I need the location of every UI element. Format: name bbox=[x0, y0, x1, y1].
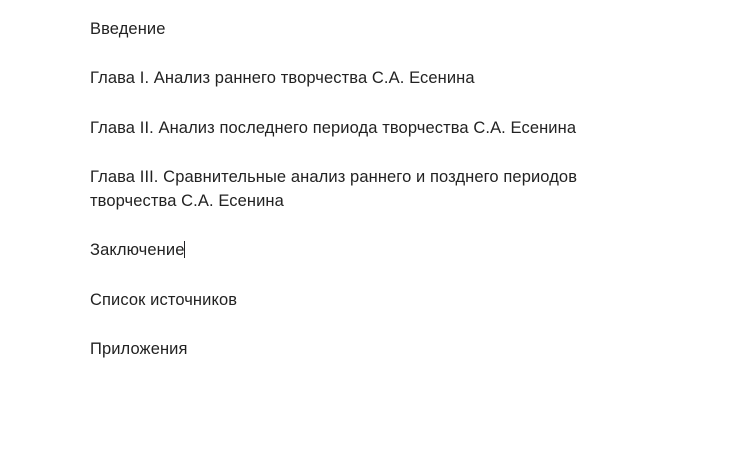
document-paragraph-appendices[interactable] bbox=[90, 338, 630, 361]
document-paragraph-conclusion[interactable] bbox=[90, 239, 630, 262]
document-paragraph-chapter-3[interactable] bbox=[90, 166, 630, 213]
document-paragraph-introduction[interactable] bbox=[90, 18, 630, 41]
paragraph-text: Список источников bbox=[90, 290, 238, 309]
document-paragraph-chapter-2[interactable] bbox=[90, 117, 630, 140]
paragraph-text: Глава III. Сравнительные анализ раннего и позднего периодов творчества С.А. Есенина bbox=[90, 168, 578, 210]
document-paragraph-sources[interactable] bbox=[90, 289, 630, 312]
paragraph-text: Глава I. Анализ раннего творчества С.А. Есенина bbox=[90, 69, 475, 88]
document-paragraph-chapter-1[interactable] bbox=[90, 67, 630, 90]
paragraph-text: Заключение bbox=[90, 241, 185, 260]
paragraph-text: Глава II. Анализ последнего периода творчества С.А. Есенина bbox=[90, 118, 577, 137]
paragraph-text: Введение bbox=[90, 20, 166, 38]
text-cursor-caret bbox=[184, 241, 185, 258]
paragraph-text: Приложения bbox=[90, 339, 188, 358]
